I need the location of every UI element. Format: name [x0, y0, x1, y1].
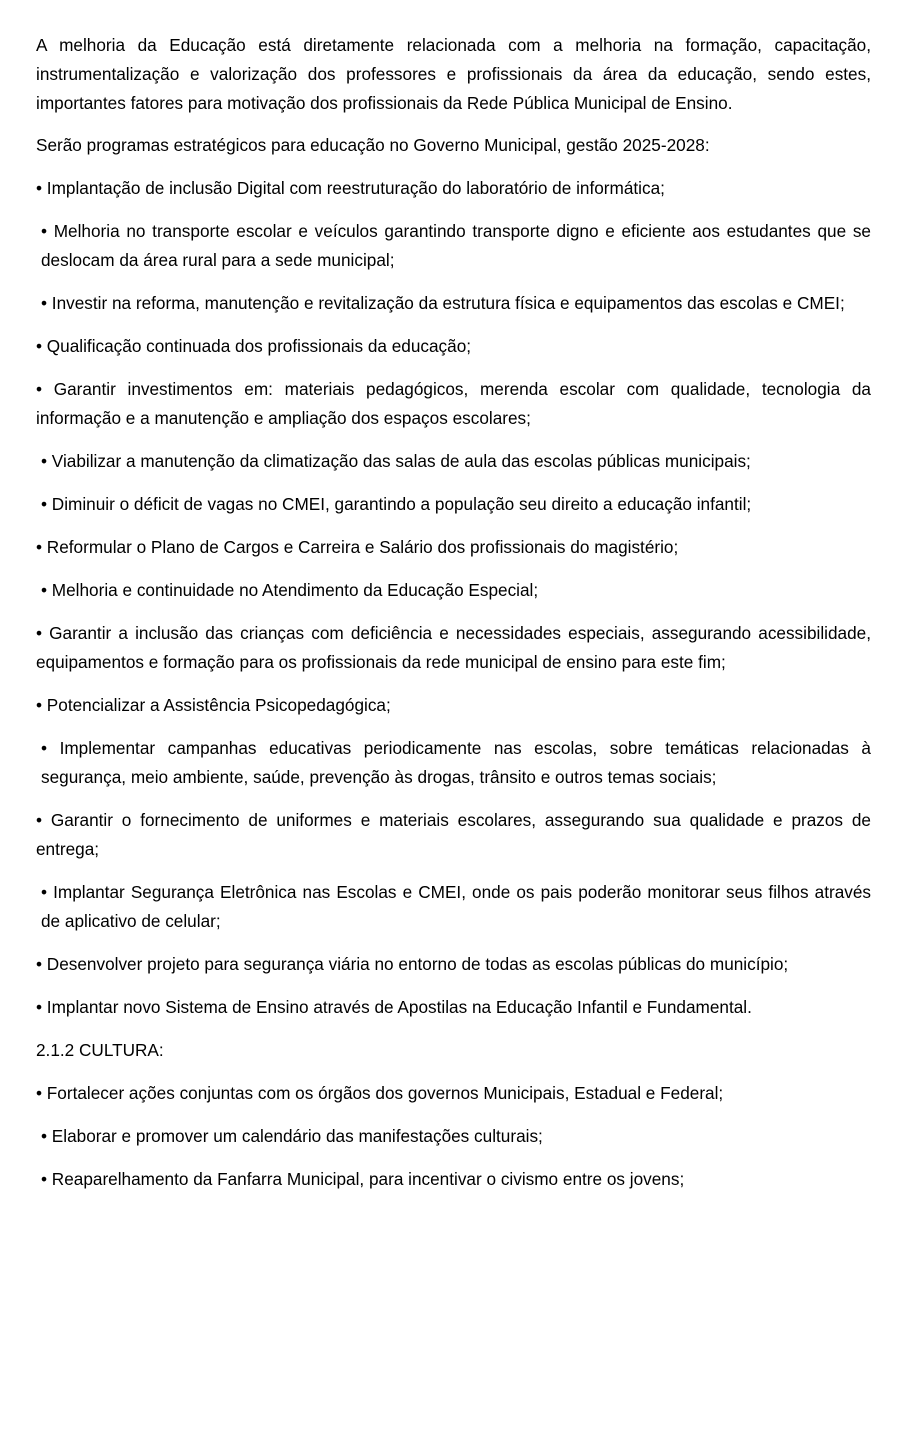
list-item: • Investir na reforma, manutenção e revitalização da estrutura física e equipamentos das escolas e CMEI; — [41, 293, 845, 313]
list-item: • Garantir a inclusão das crianças com deficiência e necessidades especiais, assegurando acessibilidade, equipamentos e formação para os profissionais da rede municipal de ensino para este fim; — [36, 623, 871, 672]
list-item: • Garantir investimentos em: materiais pedagógicos, merenda escolar com qualidade, tecnologia da informação e a manutenção e ampliação dos espaços escolares; — [36, 379, 871, 428]
list-item: • Viabilizar a manutenção da climatização das salas de aula das escolas públicas municipais; — [41, 451, 751, 471]
section-heading-culture: 2.1.2 CULTURA: — [36, 1040, 164, 1060]
list-item: • Implantação de inclusão Digital com reestruturação do laboratório de informática; — [36, 178, 665, 198]
culture-list — [36, 1079, 871, 1194]
programs-lead-paragraph: Serão programas estratégicos para educação no Governo Municipal, gestão 2025-2028: — [36, 135, 710, 155]
list-item: • Potencializar a Assistência Psicopedagógica; — [36, 695, 391, 715]
education-list — [36, 174, 871, 1022]
list-item: • Qualificação continuada dos profissionais da educação; — [36, 336, 472, 356]
intro-paragraph: A melhoria da Educação está diretamente relacionada com a melhoria na formação, capacitação, instrumentalização e valorização dos professores e profissionais da área da educação, sendo estes, importantes fatores para motivação dos profissionais da Rede Pública Municipal de Ensino. — [36, 35, 871, 113]
list-item: • Reformular o Plano de Cargos e Carreira e Salário dos profissionais do magistério; — [36, 537, 679, 557]
list-item: • Melhoria no transporte escolar e veículos garantindo transporte digno e eficiente aos estudantes que se deslocam da área rural para a sede municipal; — [41, 221, 871, 270]
list-item: • Implantar Segurança Eletrônica nas Escolas e CMEI, onde os pais poderão monitorar seus filhos através de aplicativo de celular; — [41, 882, 871, 931]
list-item: • Implantar novo Sistema de Ensino através de Apostilas na Educação Infantil e Fundamental. — [36, 997, 752, 1017]
list-item: • Elaborar e promover um calendário das manifestações culturais; — [41, 1126, 543, 1146]
list-item: • Reaparelhamento da Fanfarra Municipal, para incentivar o civismo entre os jovens; — [41, 1169, 685, 1189]
list-item: • Fortalecer ações conjuntas com os órgãos dos governos Municipais, Estadual e Federal; — [36, 1083, 724, 1103]
list-item: • Diminuir o déficit de vagas no CMEI, garantindo a população seu direito a educação infantil; — [41, 494, 752, 514]
list-item: • Melhoria e continuidade no Atendimento da Educação Especial; — [41, 580, 539, 600]
list-item: • Garantir o fornecimento de uniformes e materiais escolares, assegurando sua qualidade e prazos de entrega; — [36, 810, 871, 859]
list-item: • Implementar campanhas educativas periodicamente nas escolas, sobre temáticas relacionadas à segurança, meio ambiente, saúde, prevenção às drogas, trânsito e outros temas sociais; — [41, 738, 871, 787]
list-item: • Desenvolver projeto para segurança viária no entorno de todas as escolas públicas do município; — [36, 954, 789, 974]
